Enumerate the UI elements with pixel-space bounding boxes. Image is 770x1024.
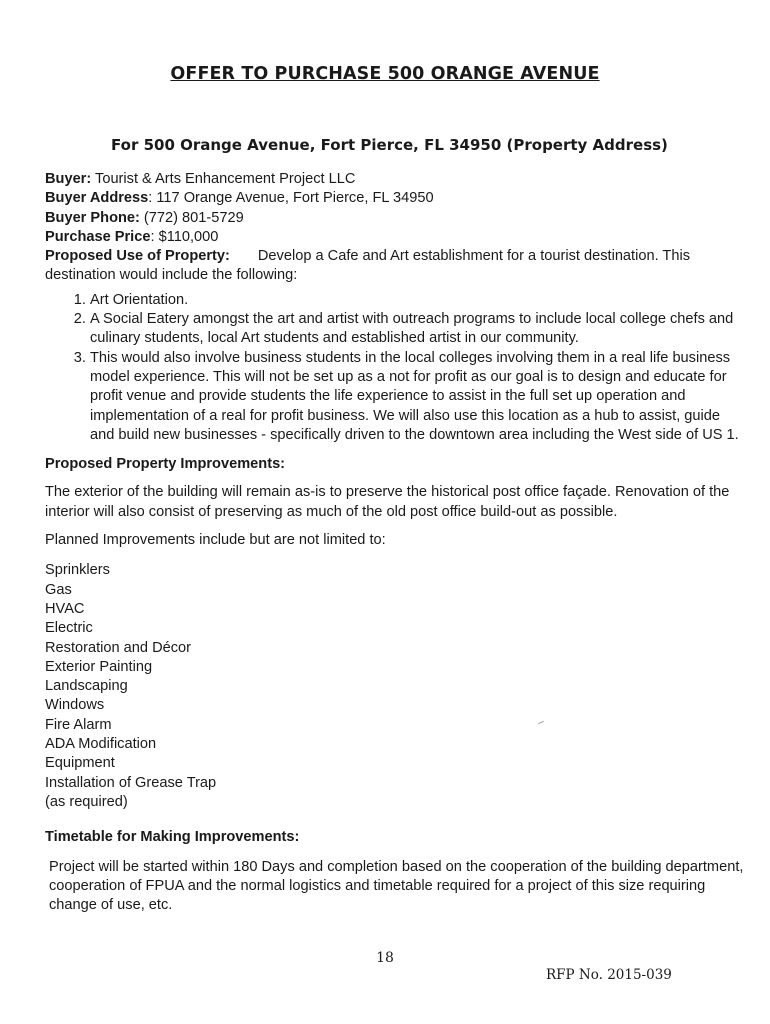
document-body	[45, 170, 745, 915]
proposed-use-label: Proposed Use of Property:	[45, 248, 230, 265]
purchase-price-value: : $110,000	[150, 228, 219, 245]
proposed-use-value: Develop a Cafe and Art establishment for a tourist destination. This destination would include the following:	[45, 248, 690, 284]
list-item: Windows	[45, 697, 105, 714]
list-item: 1. Art Orientation.	[90, 291, 745, 310]
list-item: ADA Modification	[45, 736, 157, 753]
list-item: Fire Alarm	[45, 716, 112, 733]
buyer-phone-value: (772) 801-5729	[139, 209, 244, 226]
purchase-price-line	[45, 228, 745, 247]
buyer-line	[45, 170, 745, 189]
buyer-label: Buyer:	[45, 171, 92, 187]
buyer-phone-label: Buyer Phone:	[45, 209, 140, 226]
property-subtitle: For 500 Orange Avenue, Fort Pierce, FL 34950 (Property Address)	[111, 136, 668, 154]
list-item: Landscaping	[45, 678, 128, 695]
buyer-value: Tourist & Arts Enhancement Project LLC	[91, 171, 356, 187]
list-item: Installation of Grease Trap	[45, 774, 217, 791]
list-item: Equipment	[45, 755, 115, 772]
buyer-address-label: Buyer Address	[45, 190, 149, 207]
improvements-paragraph: The exterior of the building will remain as-is to preserve the historical post office façade. Renovation of the interior will also consist of preserving as much of the old post office build-out as possible.	[45, 484, 730, 520]
timetable-heading: Timetable for Making Improvements:	[45, 829, 300, 846]
list-item: Electric	[45, 620, 93, 637]
page-number: 18	[376, 950, 394, 966]
list-item: Gas	[45, 581, 72, 598]
improvements-heading: Proposed Property Improvements:	[45, 456, 286, 473]
proposed-uses-list	[45, 291, 745, 445]
list-item: (as required)	[45, 793, 128, 810]
rfp-number: RFP No. 2015-039	[546, 967, 672, 983]
list-item: 3. This would also involve business students in the local colleges involving them in a real life business model experience. This will not be set up as a not for profit as our goal is to design and educate for profit venue and provide students the life experience to assist in the full set up operation and implementation of a real for profit business. We will also use this location as a hub to assist, guide and build new businesses - specifically driven to the downtown area including the West side of US 1.	[90, 349, 745, 445]
purchase-price-label: Purchase Price	[45, 228, 151, 245]
timetable-paragraph: Project will be started within 180 Days and completion based on the cooperation of the building department, cooperation of FPUA and the normal logistics and timetable required for a project of this size requiring change of use, etc.	[49, 858, 744, 914]
planned-improvements-intro: Planned Improvements include but are not limited to:	[45, 532, 386, 549]
list-item: Exterior Painting	[45, 658, 153, 675]
planned-improvements-list	[45, 561, 745, 812]
list-item: Restoration and Décor	[45, 639, 192, 656]
list-item: 2. A Social Eatery amongst the art and artist with outreach programs to include local college chefs and culinary students, local Art students and established artist in our community.	[90, 310, 745, 349]
document-title: OFFER TO PURCHASE 500 ORANGE AVENUE	[170, 64, 600, 84]
buyer-address-value: : 117 Orange Avenue, Fort Pierce, FL 34950	[148, 190, 434, 207]
proposed-use-line	[45, 247, 745, 286]
list-item: Sprinklers	[45, 562, 110, 579]
buyer-address-line	[45, 189, 745, 208]
buyer-phone-line	[45, 209, 745, 228]
list-item: HVAC	[45, 600, 85, 617]
